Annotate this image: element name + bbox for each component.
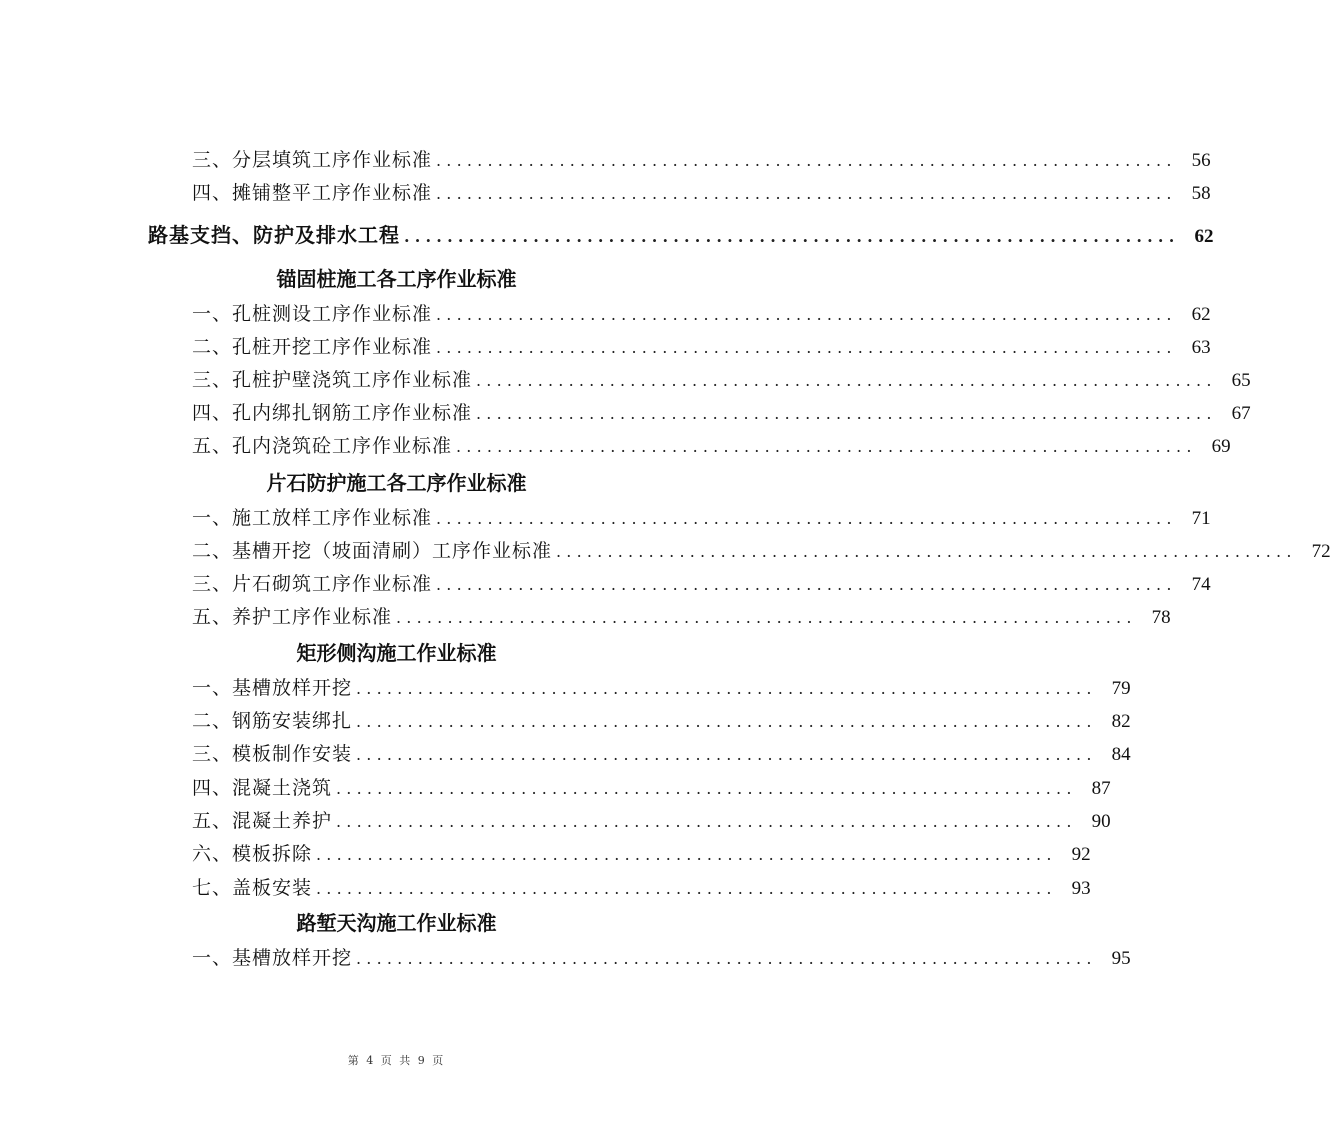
toc-entry-label: 一、施工放样工序作业标准 xyxy=(192,507,433,529)
dot-leader: ........................................................................ xyxy=(476,371,1217,390)
toc-page-number: 79 xyxy=(1111,678,1131,699)
toc-entry[interactable] xyxy=(192,605,1171,630)
toc-entry-label: 三、分层填筑工序作业标准 xyxy=(192,149,433,171)
toc-page-number: 69 xyxy=(1211,436,1231,457)
toc-page-number: 67 xyxy=(1231,403,1251,424)
toc-entry-label: 七、盖板安装 xyxy=(192,877,313,899)
toc-entry-label: 一、基槽放样开挖 xyxy=(192,677,353,699)
toc-entry[interactable] xyxy=(192,148,1211,173)
toc-page-number: 62 xyxy=(1191,304,1211,325)
toc-page-number: 90 xyxy=(1091,811,1111,832)
toc-entry[interactable] xyxy=(192,335,1211,360)
dot-leader: ........................................................................ xyxy=(456,437,1197,456)
toc-entry[interactable] xyxy=(192,368,1251,393)
toc-page-number: 95 xyxy=(1111,948,1131,969)
dot-leader: ........................................................................ xyxy=(316,879,1057,898)
toc-entry-label: 四、混凝土浇筑 xyxy=(192,777,333,799)
toc-entry-label: 六、模板拆除 xyxy=(192,843,313,865)
toc-entry[interactable] xyxy=(192,181,1211,206)
toc-entry-label: 二、钢筋安装绑扎 xyxy=(192,710,353,732)
toc-entry-label: 三、片石砌筑工序作业标准 xyxy=(192,573,433,595)
toc-heading[interactable]: 矩形侧沟施工作业标准 xyxy=(296,641,497,665)
toc-heading[interactable]: 路堑天沟施工作业标准 xyxy=(296,911,497,935)
toc-entry[interactable] xyxy=(192,434,1231,459)
toc-entry-label: 五、混凝土养护 xyxy=(192,810,333,832)
toc-entry[interactable] xyxy=(192,676,1131,701)
toc-entry[interactable] xyxy=(192,709,1131,734)
page-footer: 第 4 页 共 9 页 xyxy=(347,1054,446,1067)
dot-leader: ........................................................................ xyxy=(436,338,1177,357)
toc-entry[interactable] xyxy=(192,401,1251,426)
toc-entry[interactable] xyxy=(192,946,1131,971)
toc-entry-label: 五、孔内浇筑砼工序作业标准 xyxy=(192,435,453,457)
toc-entry[interactable] xyxy=(192,842,1091,867)
toc-heading[interactable]: 片石防护施工各工序作业标准 xyxy=(266,471,527,495)
toc-page-number: 74 xyxy=(1191,574,1211,595)
toc-page-number: 84 xyxy=(1111,744,1131,765)
toc-section-label: 路基支挡、防护及排水工程 xyxy=(148,223,400,247)
toc-entry-label: 一、孔桩测设工序作业标准 xyxy=(192,303,433,325)
dot-leader: ........................................................................ xyxy=(436,575,1177,594)
toc-page-number: 78 xyxy=(1151,607,1171,628)
dot-leader: ........................................................................ xyxy=(356,679,1097,698)
dot-leader: ........................................................................ xyxy=(356,712,1097,731)
dot-leader: ........................................................................ xyxy=(556,542,1297,561)
toc-entry[interactable] xyxy=(192,876,1091,901)
toc-page-number: 87 xyxy=(1091,778,1111,799)
toc-page-number: 72 xyxy=(1311,541,1331,562)
toc-entry[interactable] xyxy=(192,742,1131,767)
dot-leader: ........................................................................ xyxy=(356,949,1097,968)
toc-entry-label: 五、养护工序作业标准 xyxy=(192,606,393,628)
toc-page-number: 58 xyxy=(1191,183,1211,204)
dot-leader: ........................................................................ xyxy=(436,509,1177,528)
toc-entry[interactable] xyxy=(192,539,1331,564)
toc-entry-label: 一、基槽放样开挖 xyxy=(192,947,353,969)
toc-section-entry[interactable] xyxy=(148,223,1214,249)
dot-leader: ........................................................................ xyxy=(436,151,1177,170)
toc-page-number: 92 xyxy=(1071,844,1091,865)
toc-entry[interactable] xyxy=(192,506,1211,531)
dot-leader: ........................................................................ xyxy=(356,745,1097,764)
toc-entry[interactable] xyxy=(192,302,1211,327)
dot-leader: ........................................................................ xyxy=(476,404,1217,423)
toc-entry-label: 四、孔内绑扎钢筋工序作业标准 xyxy=(192,402,473,424)
toc-entry-label: 二、孔桩开挖工序作业标准 xyxy=(192,336,433,358)
toc-page-number: 82 xyxy=(1111,711,1131,732)
toc-entry[interactable] xyxy=(192,809,1111,834)
toc-page-number: 71 xyxy=(1191,508,1211,529)
toc-entry-label: 二、基槽开挖（坡面清刷）工序作业标准 xyxy=(192,540,553,562)
toc-page-number: 93 xyxy=(1071,878,1091,899)
toc-page-number: 63 xyxy=(1191,337,1211,358)
dot-leader: ........................................................................ xyxy=(336,779,1077,798)
toc-entry-label: 三、孔桩护壁浇筑工序作业标准 xyxy=(192,369,473,391)
toc-heading[interactable]: 锚固桩施工各工序作业标准 xyxy=(276,267,517,291)
dot-leader: ........................................................................ xyxy=(316,845,1057,864)
toc-entry[interactable] xyxy=(192,776,1111,801)
dot-leader: ........................................................................ xyxy=(436,184,1177,203)
toc-entry-label: 四、摊铺整平工序作业标准 xyxy=(192,182,433,204)
dot-leader: ........................................................................ xyxy=(336,812,1077,831)
toc-entry-label: 三、模板制作安装 xyxy=(192,743,353,765)
dot-leader: ........................................................................ xyxy=(404,227,1180,246)
toc-entry[interactable] xyxy=(192,572,1211,597)
dot-leader: ........................................................................ xyxy=(436,305,1177,324)
toc-page-number: 56 xyxy=(1191,150,1211,171)
toc-page-number: 65 xyxy=(1231,370,1251,391)
toc-page-number: 62 xyxy=(1194,226,1214,247)
dot-leader: ........................................................................ xyxy=(396,608,1137,627)
